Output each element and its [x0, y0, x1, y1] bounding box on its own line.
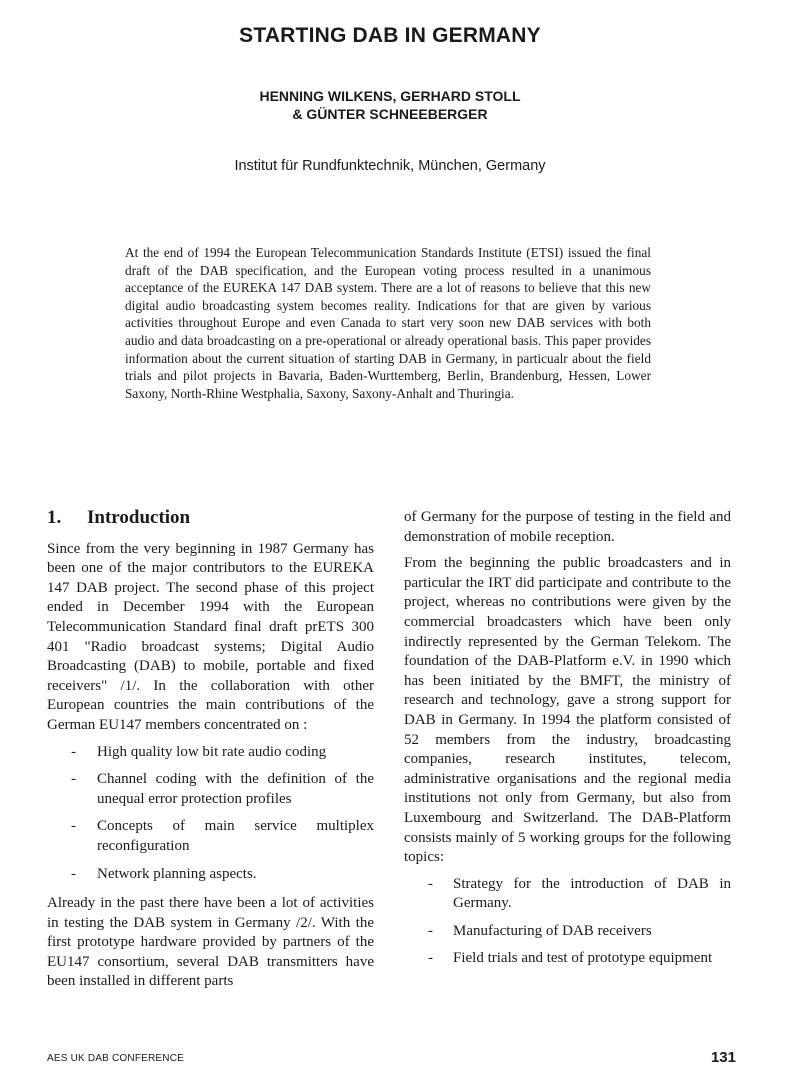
intro-paragraph-2: Already in the past there have been a lot of activities in testing the DAB system in Germany /2/. With the first prototype hardware provided by partners of the EU147 consortium, several DAB transmitters have been installed in different parts — [47, 895, 374, 990]
affiliation: Institut für Rundfunktechnik, München, Germany — [234, 158, 546, 174]
authors-line-2: & GÜNTER SCHNEEBERGER — [292, 106, 488, 122]
intro-paragraph-3: From the beginning the public broadcasters and in particular the IRT did participate and contribute to the project, whereas no contributions were given by the commercial broadcasters which have been only indirectly represented by the German Telekom. The foundation of the DAB-Platform e.V. in 1990 which has been initiated by the BMFT, the ministry of research and technology, gave a strong support for DAB in Germany. In 1994 the platform consisted of 52 members from the industry, broadcasting companies, research institutes, telecom, administrative organisations and the regional media institutions not only from Germany, but also from Luxembourg and Switzerland. The DAB-Platform consists mainly of 5 working groups for the following topics: — [404, 555, 731, 866]
abstract: At the end of 1994 the European Telecommunication Standards Institute (ETSI) issued the final draft of the DAB specification, and the European voting process resulted in a unanimous acceptance of the EUREKA 147 DAB system. There are a lot of reasons to believe that this new digital audio broadcasting system becomes reality. Indications for that are given by various activities throughout Europe and even Canada to start very soon new DAB services with both audio and data broadcasting on a pre-operational or already operational basis. This paper provides information about the current situation of starting DAB in Germany, in particualr about the field trials and pilot projects in Bavaria, Baden-Wurttemberg, Berlin, Brandenburg, Hessen, Lower Saxony, North-Rhine Westphalia, Saxony, Saxony-Anhalt and Thuringia. — [125, 245, 651, 401]
intro-paragraph-2-continued: of Germany for the purpose of testing in the field and demonstration of mobile reception. — [404, 509, 731, 545]
intro-paragraph-1: Since from the very beginning in 1987 Germany has been one of the major contributors to the EUREKA 147 DAB project. The second phase of this project ended in December 1994 with the European Telecommunication Standard final draft prETS 300 401 "Radio broadcast systems; Digital Audio Broadcasting (DAB) to mobile, portable and fixed receivers" /1/. In the collaboration with other European countries the main contributions of the German EU147 members concentrated on : — [47, 540, 374, 733]
section-heading — [47, 508, 374, 528]
section-title: Introduction — [87, 507, 191, 528]
contributions-list — [47, 743, 374, 885]
list-item: - Channel coding with the definition of the unequal error protection profiles — [47, 770, 374, 809]
list-item: - High quality low bit rate audio coding — [47, 743, 374, 763]
paper-title: STARTING DAB IN GERMANY — [239, 24, 541, 47]
working-groups-list — [404, 875, 731, 969]
right-column — [404, 508, 731, 979]
page-number: 131 — [710, 1049, 736, 1066]
list-item: - Network planning aspects. — [47, 865, 374, 885]
list-item: - Strategy for the introduction of DAB in Germany. — [404, 875, 731, 914]
section-number: 1. — [47, 507, 62, 528]
left-column — [47, 508, 374, 999]
list-item: - Field trials and test of prototype equipment — [404, 949, 731, 969]
list-item: - Manufacturing of DAB receivers — [404, 922, 731, 942]
authors-line-1: HENNING WILKENS, GERHARD STOLL — [259, 88, 521, 104]
authors — [0, 87, 780, 123]
list-item: - Concepts of main service multiplex reconfiguration — [47, 817, 374, 856]
footer-conference: AES UK DAB CONFERENCE — [47, 1053, 185, 1064]
